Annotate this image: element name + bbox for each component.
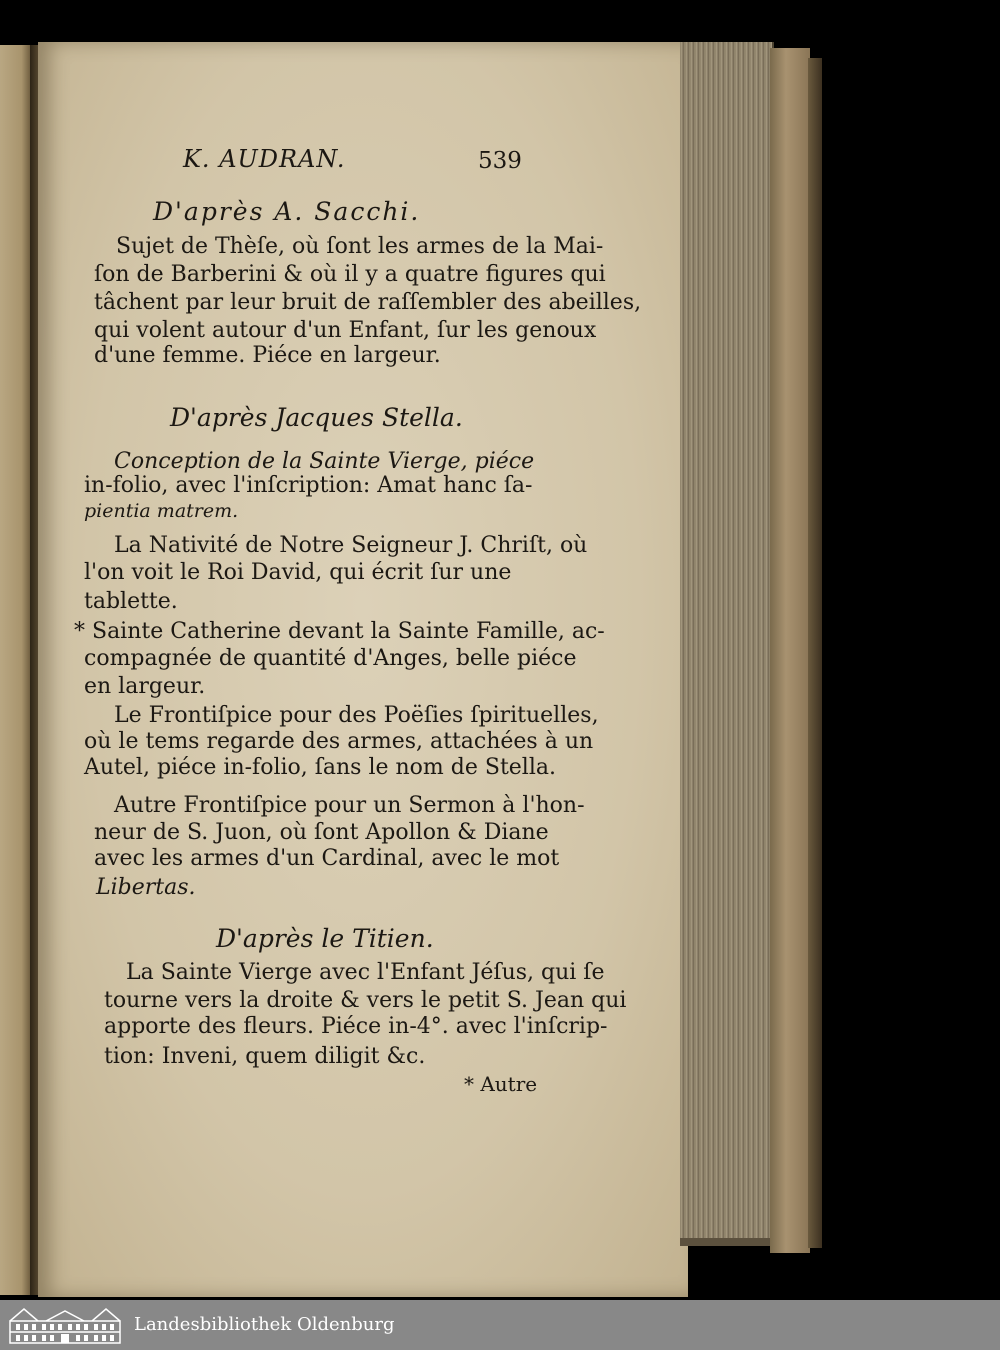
section-heading: D'après Jacques Stella. bbox=[170, 403, 463, 432]
text-line: neur de S. Juon, où ſont Apollon & Diane bbox=[94, 820, 549, 845]
section-heading: D'après le Titien. bbox=[216, 924, 434, 953]
catchword: * Autre bbox=[464, 1072, 538, 1096]
text-line: La Sainte Vierge avec l'Enfant Jéſus, qui ſe bbox=[126, 960, 605, 985]
text-line: La Nativité de Notre Seigneur J. Chriſt, où bbox=[114, 533, 588, 558]
text-line: apporte des fleurs. Piéce in-4°. avec l'inſcrip- bbox=[104, 1014, 608, 1039]
text-line: qui volent autour d'un Enfant, ſur les genoux bbox=[94, 318, 597, 343]
text-line: in-folio, avec l'inſcription: Amat hanc ſa- bbox=[84, 473, 533, 498]
text-line: où le tems regarde des armes, attachées à un bbox=[84, 729, 594, 754]
section-heading: D'après A. Sacchi. bbox=[153, 197, 421, 226]
text-line: en largeur. bbox=[84, 674, 206, 699]
text-line: Libertas. bbox=[96, 875, 196, 900]
book-cover bbox=[770, 48, 810, 1253]
text-line: * Sainte Catherine devant la Sainte Famille, ac- bbox=[74, 619, 605, 644]
text-line: Sujet de Thèſe, où ſont les armes de la Mai- bbox=[116, 234, 604, 259]
text-line: compagnée de quantité d'Anges, belle piéce bbox=[84, 646, 577, 671]
running-title: K. AUDRAN. bbox=[183, 145, 346, 173]
text-line: tâchent par leur bruit de raſſembler des abeilles, bbox=[94, 290, 642, 315]
text-line: tablette. bbox=[84, 589, 178, 614]
page-number: 539 bbox=[478, 148, 522, 174]
text-line: Autre Frontiſpice pour un Sermon à l'hon- bbox=[114, 793, 585, 818]
page-edges bbox=[680, 42, 774, 1242]
text-line: pientia matrem. bbox=[84, 500, 239, 522]
book-cover-edge bbox=[808, 58, 822, 1248]
text-line: ſon de Barberini & où il y a quatre figures qui bbox=[94, 262, 606, 287]
text-line: Le Frontiſpice pour des Poëſies ſpirituelles, bbox=[114, 703, 599, 728]
library-building-logo-icon bbox=[8, 1305, 122, 1345]
page-edges-bottom bbox=[680, 1238, 772, 1246]
library-name: Landesbibliothek Oldenburg bbox=[134, 1314, 395, 1335]
text-line: tourne vers la droite & vers le petit S. Jean qui bbox=[104, 988, 627, 1013]
text-line: Autel, piéce in-folio, ſans le nom de Stella. bbox=[84, 755, 556, 780]
text-line: d'une femme. Piéce en largeur. bbox=[94, 343, 441, 368]
footer-bar bbox=[0, 1300, 1000, 1350]
text-line: avec les armes d'un Cardinal, avec le mot bbox=[94, 846, 560, 871]
text-line: l'on voit le Roi David, qui écrit ſur une bbox=[84, 560, 512, 585]
text-line: Conception de la Sainte Vierge, piéce bbox=[114, 449, 535, 474]
text-line: tion: Inveni, quem diligit &c. bbox=[104, 1044, 426, 1069]
